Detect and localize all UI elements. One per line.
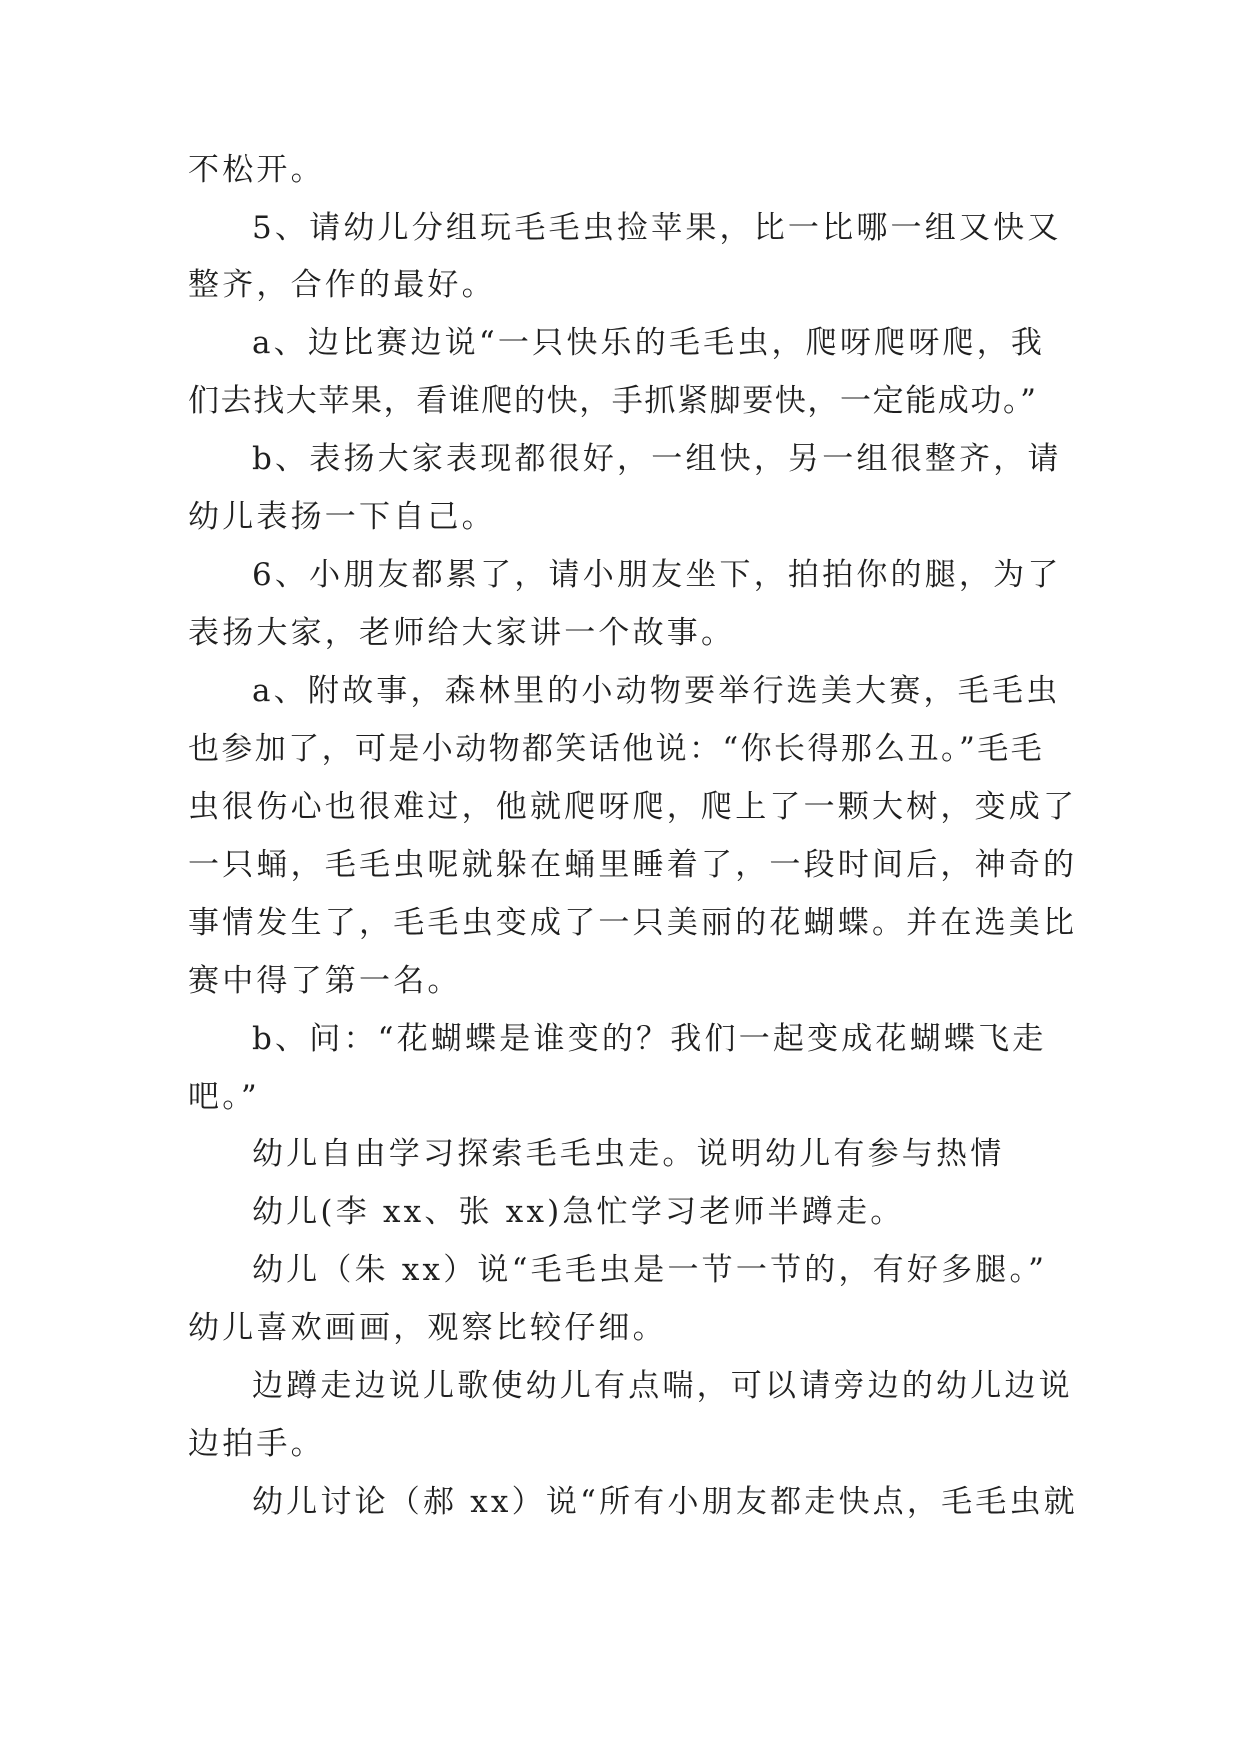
- text-line: 幼儿(李 xx、张 xx)急忙学习老师半蹲走。: [252, 1194, 905, 1230]
- text-line: 事情发生了，毛毛虫变成了一只美丽的花蝴蝶。并在选美比: [188, 905, 1078, 941]
- text-line: 幼儿喜欢画画，观察比较仔细。: [188, 1310, 667, 1346]
- text-line: 一只蛹，毛毛虫呢就躲在蛹里睡着了，一段时间后，神奇的: [188, 847, 1078, 883]
- text-line: 也参加了，可是小动物都笑话他说：“你长得那么丑。”毛毛: [188, 731, 1044, 767]
- text-line: 幼儿表扬一下自己。: [188, 499, 496, 535]
- text-line: b、问：“花蝴蝶是谁变的？我们一起变成花蝴蝶飞走: [252, 1021, 1047, 1057]
- text-line: 6、小朋友都累了，请小朋友坐下，拍拍你的腿，为了: [252, 557, 1062, 593]
- text-line: 不松开。: [188, 152, 325, 188]
- text-line: 幼儿讨论（郝 xx）说“所有小朋友都走快点，毛毛虫就: [252, 1484, 1078, 1520]
- text-line: 吧。”: [188, 1079, 260, 1115]
- text-line: 们去找大苹果，看谁爬的快，手抓紧脚要快，一定能成功。”: [188, 383, 1038, 419]
- text-line: 幼儿自由学习探索毛毛虫走。说明幼儿有参与热情: [252, 1136, 1005, 1172]
- text-line: b、表扬大家表现都很好，一组快，另一组很整齐，请: [252, 441, 1062, 477]
- text-line: 虫很伤心也很难过，他就爬呀爬，爬上了一颗大树，变成了: [188, 789, 1078, 825]
- text-line: a、边比赛边说“一只快乐的毛毛虫，爬呀爬呀爬，我: [252, 325, 1046, 361]
- text-line: 幼儿（朱 xx）说“毛毛虫是一节一节的，有好多腿。”: [252, 1252, 1048, 1288]
- text-line: 整齐，合作的最好。: [188, 267, 496, 303]
- text-line: 边拍手。: [188, 1426, 325, 1462]
- text-line: 表扬大家，老师给大家讲一个故事。: [188, 615, 736, 651]
- text-line: 边蹲走边说儿歌使幼儿有点喘，可以请旁边的幼儿边说: [252, 1368, 1073, 1404]
- text-line: 5、请幼儿分组玩毛毛虫捡苹果，比一比哪一组又快又: [252, 210, 1062, 246]
- text-line: 赛中得了第一名。: [188, 963, 462, 999]
- text-line: a、附故事，森林里的小动物要举行选美大赛，毛毛虫: [252, 673, 1061, 709]
